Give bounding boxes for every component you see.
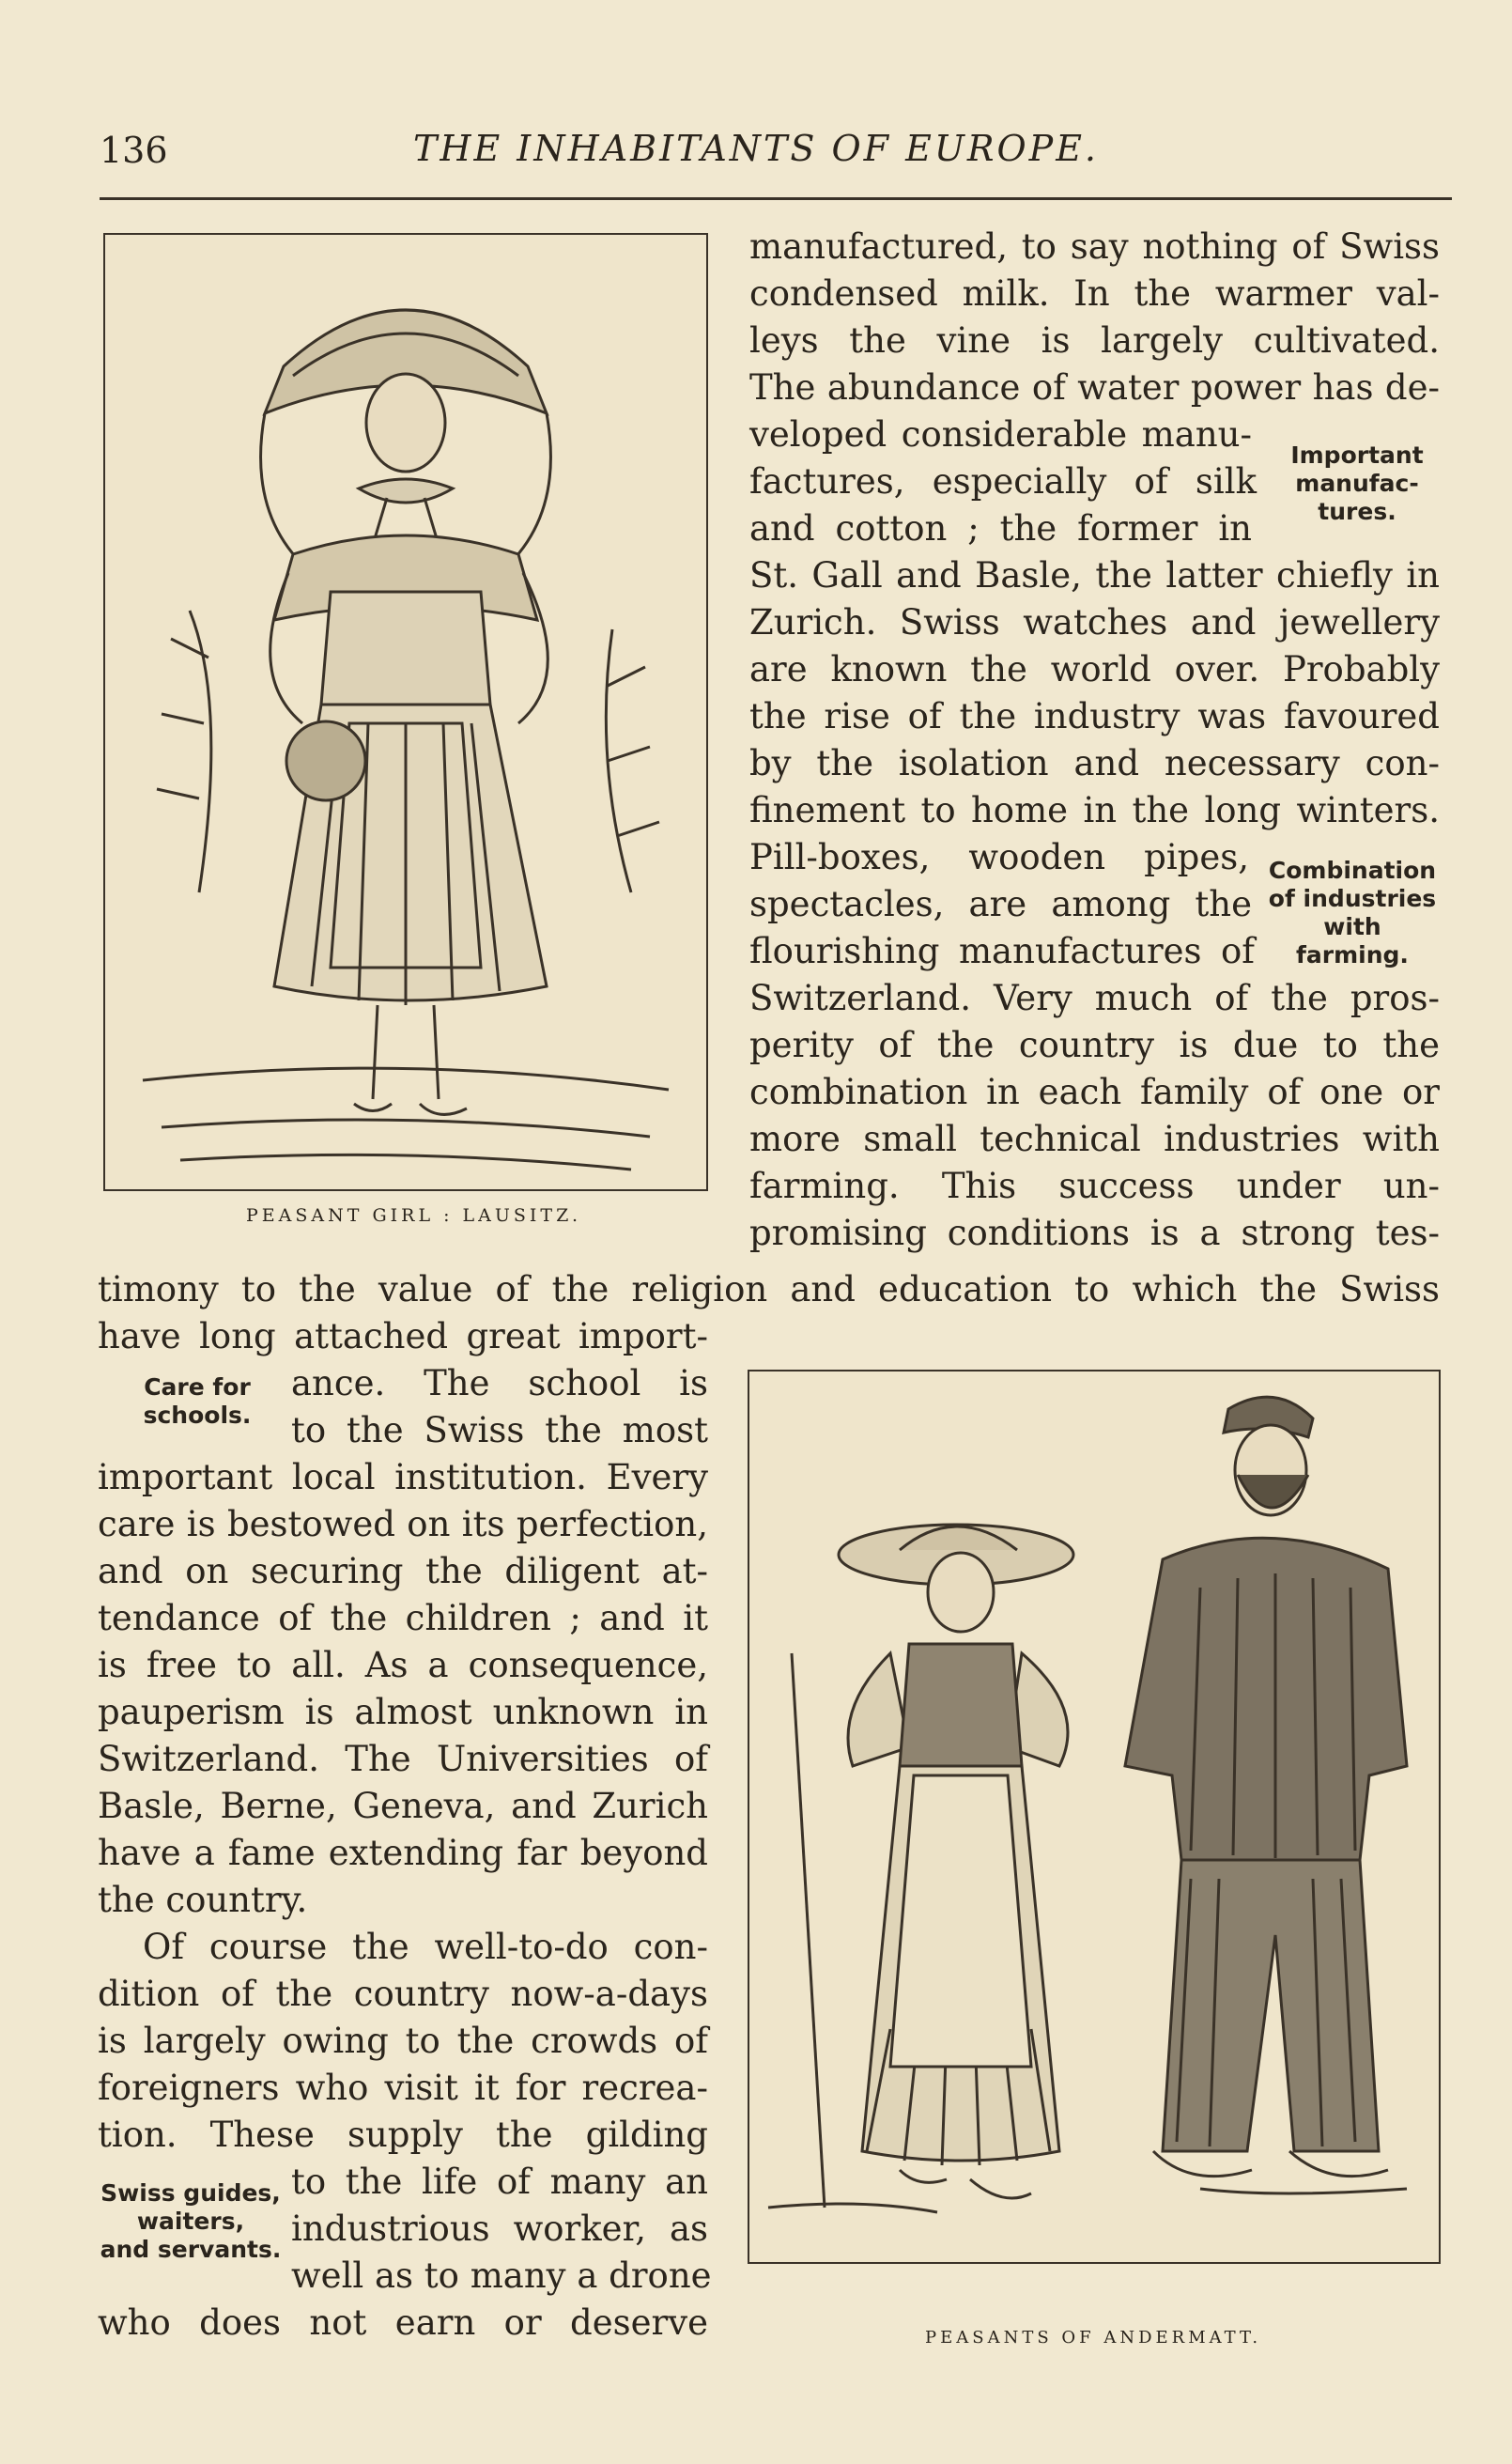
text-line: Pill-boxes, wooden pipes, [749, 837, 1249, 877]
text-line: ance. The school is [291, 1363, 708, 1403]
margin-note-schools: Care for schools. [143, 1373, 252, 1429]
text-line: spectacles, are among the [749, 884, 1252, 924]
text-line: important local institution. Every [98, 1457, 708, 1497]
text-line: The abundance of water power has de- [749, 367, 1440, 408]
text-line: Switzerland. Very much of the pros- [749, 978, 1440, 1018]
peasants-illustration [749, 1371, 1439, 2262]
figure-peasant-girl [103, 233, 708, 1191]
margin-note-combination: Combination of industries with farming. [1268, 857, 1437, 969]
text-line: finement to home in the long winters. [749, 790, 1440, 830]
text-line: perity of the country is due to the [749, 1025, 1440, 1065]
text-line: who does not earn or deserve [98, 2302, 708, 2343]
text-line: pauperism is almost unknown in [98, 1692, 708, 1732]
text-line: have long attached great import- [98, 1316, 708, 1356]
text-line: are known the world over. Probably [749, 649, 1440, 690]
text-line: timony to the value of the religion and education to which the Swiss [98, 1269, 1440, 1309]
text-line: Zurich. Swiss watches and jewellery [749, 602, 1440, 643]
text-line: well as to many a drone [291, 2255, 712, 2296]
text-line: St. Gall and Basle, the latter chiefly in [749, 555, 1440, 596]
text-line: foreigners who visit it for recrea- [98, 2068, 708, 2108]
margin-note-guides: Swiss guides, waiters, and servants. [100, 2179, 282, 2263]
text-line: is largely owing to the crowds of [98, 2021, 708, 2061]
text-line: factures, especially of silk [749, 461, 1257, 502]
text-line: to the life of many an [291, 2162, 708, 2202]
figure-caption-bottom: PEASANTS OF ANDERMATT. [925, 2328, 1262, 2348]
text-line: combination in each family of one or [749, 1072, 1440, 1112]
text-line: the rise of the industry was favoured [749, 696, 1440, 736]
text-line: care is bestowed on its perfection, [98, 1504, 708, 1544]
text-line: and on securing the diligent at- [98, 1551, 708, 1591]
text-line: manufactured, to say nothing of Swiss [749, 226, 1440, 267]
text-line: Switzerland. The Universities of [98, 1739, 708, 1779]
text-line: leys the vine is largely cultivated. [749, 320, 1440, 361]
text-line: more small technical industries with [749, 1119, 1440, 1159]
text-line: and cotton ; the former in [749, 508, 1252, 549]
text-line: is free to all. As a consequence, [98, 1645, 708, 1685]
text-line: to the Swiss the most [291, 1410, 708, 1450]
text-line: farming. This success under un- [749, 1166, 1440, 1206]
text-line: industrious worker, as [291, 2208, 708, 2249]
margin-note-manufactures: Important manufac- tures. [1290, 442, 1424, 525]
text-line: Basle, Berne, Geneva, and Zurich [98, 1786, 708, 1826]
text-line: tion. These supply the gilding [98, 2115, 708, 2155]
figure-peasants-andermatt [748, 1370, 1441, 2264]
text-line: veloped considerable manu- [749, 414, 1252, 455]
text-line: flourishing manufactures of [749, 931, 1255, 971]
text-line: the country. [98, 1880, 308, 1920]
figure-caption-top: PEASANT GIRL : LAUSITZ. [246, 1205, 581, 1226]
text-line: condensed milk. In the warmer val- [749, 273, 1440, 314]
text-line: promising conditions is a strong tes- [749, 1213, 1440, 1253]
text-line: by the isolation and necessary con- [749, 743, 1440, 783]
text-line: dition of the country now-a-days [98, 1974, 708, 2014]
running-title: THE INHABITANTS OF EUROPE. [413, 128, 1100, 169]
peasant-girl-illustration [105, 235, 706, 1189]
text-line: tendance of the children ; and it [98, 1598, 708, 1638]
page-number: 136 [100, 130, 168, 171]
text-line: have a fame extending far beyond [98, 1833, 708, 1873]
header-rule [100, 197, 1452, 200]
text-line: Of course the well-to-do con- [143, 1927, 708, 1967]
